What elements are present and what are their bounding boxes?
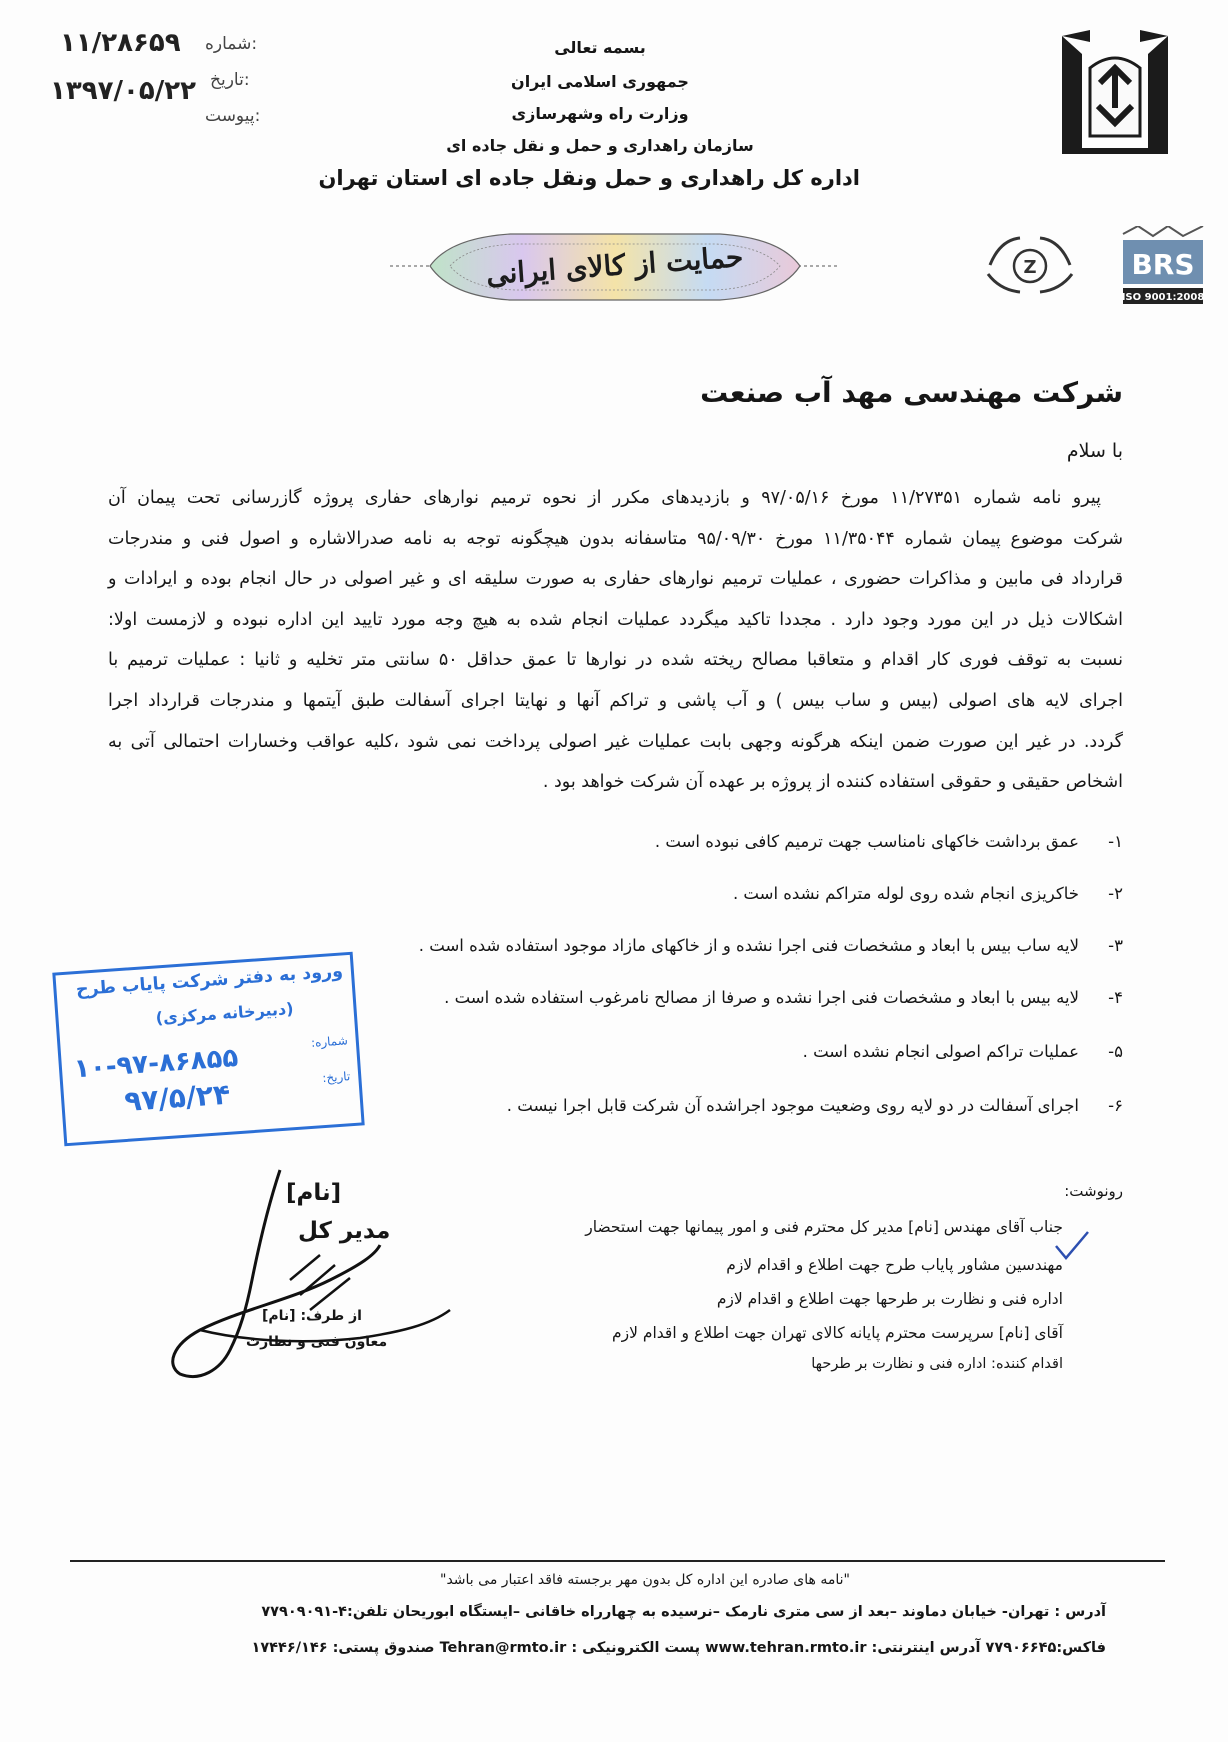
issue-item	[444, 988, 1123, 1007]
issue-text: عملیات تراکم اصولی انجام نشده است .	[802, 1042, 1079, 1061]
stamp-date: ۹۷/۵/۲۴	[123, 1077, 232, 1118]
issue-text: اجرای آسفالت در دو لایه روی وضعیت موجود اجراشده آن شرکت قابل اجرا نیست .	[506, 1096, 1079, 1115]
issue-item	[419, 936, 1123, 955]
cc-recipient: آقای [نام] سرپرست محترم پایانه کالای تهران جهت اطلاع و اقدام لازم	[612, 1324, 1063, 1342]
issue-item	[507, 1096, 1123, 1115]
stamp-title: ورود به دفتر شرکت پایاب طرح	[75, 961, 344, 1001]
footer-divider	[70, 1560, 1165, 1562]
stamp-date-label: تاریخ:	[321, 1069, 351, 1086]
on-behalf-line: از طرف: [نام]	[262, 1308, 362, 1324]
bismillah: بسمه تعالی	[554, 38, 646, 57]
issue-text: خاکریزی انجام شده روی لوله متراکم نشده است .	[732, 884, 1079, 903]
country-name: جمهوری اسلامی ایران	[511, 72, 689, 91]
paragraph-line: پیرو نامه شماره ۱۱/۲۷۳۵۱ مورخ ۹۷/۰۵/۱۶ و بازدیدهای مکرر از نحوه ترمیم نوارهای حفاری پروژه گازرسانی تحت پیمان آن	[108, 488, 1102, 508]
greeting: با سلام	[1066, 440, 1123, 462]
paragraph-line: نسبت به توقف فوری کار اقدام و متعاقبا مصالح ریخته شده در نوارها تا عمق حداقل ۵۰ سانتی متر تخلیه و ثانیا : عملیات ترمیم با	[108, 650, 1124, 671]
ministry-name: وزارت راه وشهرسازی	[511, 104, 689, 123]
quality-seal-logo	[980, 230, 1080, 300]
support-iranian-goods-banner	[390, 220, 840, 312]
letter-attachment-label: پیوست:	[205, 106, 261, 126]
issue-item	[655, 832, 1123, 851]
paragraph-line: قرارداد فی مابین و مذاکرات حضوری ، عملیات ترمیم نوارهای حفاری به صورت سلیقه ای و غیر اصولی در حال انجام بوده و ایرادات و	[108, 569, 1123, 590]
signatory-title: مدیر کل	[298, 1218, 391, 1244]
stamp-subtitle: (دبیرخانه مرکزی)	[155, 999, 295, 1028]
issue-number: ۱-	[1108, 832, 1123, 851]
cc-recipient: مهندسین مشاور پایاب طرح جهت اطلاع و اقدام لازم	[726, 1256, 1063, 1274]
issue-text: عمق برداشت خاکهای نامناسب جهت ترمیم کافی نبوده است .	[654, 832, 1079, 851]
cc-recipient: جناب آقای مهندس [نام] مدیر کل محترم فنی و امور پیمانها جهت استحضار	[585, 1218, 1063, 1236]
receipt-stamp	[52, 952, 364, 1147]
brs-logo	[1118, 226, 1208, 306]
deputy-title: معاون فنی و نظارت	[246, 1334, 388, 1350]
paragraph-line: اجرای لایه های اصولی (بیس و ساب بیس ) و آب پاشی و تراکم آنها و نهایتا اجرای آسفالت طبق آیتمها و مندرجات قرارداد اجرا	[108, 690, 1123, 711]
issue-text: لایه ساب بیس با ابعاد و مشخصات فنی اجرا نشده و از خاکهای مازاد موجود استفاده شده است .	[418, 936, 1079, 955]
letter-number-label: شماره:	[205, 34, 258, 54]
stamp-number: ۱۰-۹۷-۸۶۸۵۵	[73, 1042, 240, 1085]
organization-name: سازمان راهداری و حمل و نقل جاده ای	[446, 136, 754, 155]
issue-number: ۳-	[1108, 936, 1123, 955]
paragraph-line: شرکت موضوع پیمان شماره ۱۱/۳۵۰۴۴ مورخ ۹۵/۰۹/۳۰ متاسفانه بدون هیچگونه توجه به نامه صدرالاشاره و اصول فنی و مندرجات	[108, 528, 1123, 549]
recipient-company: شرکت مهندسی مهد آب صنعت	[700, 376, 1123, 409]
body-paragraph	[108, 478, 1123, 803]
iso-certification-label: ISO 9001:2008	[1121, 292, 1205, 303]
paragraph-line: گردد. در غیر این صورت ضمن اینکه هرگونه وجهی بابت عملیات غیر اصولی پرداخت نمی شود ،کلیه عواقب وخسارات احتمالی آتی به	[108, 731, 1123, 752]
letter-date-label: تاریخ:	[210, 70, 250, 90]
issue-item	[803, 1042, 1123, 1061]
brs-logo-text: BRS	[1131, 248, 1195, 281]
paragraph-line: اشکالات ذیل در این مورد وجود دارد . مجددا تاکید میگردد عملیات انجام شده به هیچ وجه مورد تایید این اداره نبوده و لازمست اولا:	[108, 609, 1123, 630]
handwritten-signature	[160, 1160, 460, 1390]
issue-number: ۵-	[1108, 1042, 1123, 1061]
issue-text: لایه بیس با ابعاد و مشخصات فنی اجرا نشده و صرفا از مصالح نامرغوب استفاده شده است .	[444, 988, 1079, 1007]
action-by: اقدام کننده: اداره فنی و نظارت بر طرحها	[811, 1356, 1063, 1372]
banner-text: حمایت از کالای ایرانی	[485, 240, 745, 291]
issue-item	[733, 884, 1123, 903]
letter-number: ۱۱/۲۸۶۵۹	[60, 28, 181, 58]
signatory-name: [نام]	[286, 1180, 342, 1206]
cc-label: رونوشت:	[1064, 1182, 1123, 1200]
issue-number: ۴-	[1108, 988, 1123, 1007]
footer-address: آدرس : تهران- خیابان دماوند –بعد از سی متری نارمک –نرسیده به چهارراه خاقانی –ایستگاه ابوریحان تلفن:۴-۷۷۹۰۹۰۹۱	[261, 1604, 1106, 1620]
svg-text:Z: Z	[1023, 257, 1037, 278]
footer-note: "نامه های صادره این اداره کل بدون مهر برجسته فاقد اعتبار می باشد"	[440, 1572, 850, 1588]
cc-recipient: اداره فنی و نظارت بر طرحها جهت اطلاع و اقدام لازم	[716, 1290, 1063, 1308]
letter-date: ۱۳۹۷/۰۵/۲۲	[50, 76, 196, 106]
rmto-logo	[1060, 28, 1170, 156]
paragraph-line: اشخاص حقیقی و حقوقی استفاده کننده از پروژه بر عهده آن شرکت خواهد بود .	[542, 772, 1123, 793]
footer-contact: فاکس:۷۷۹۰۶۶۴۵ آدرس اینترنتی: www.tehran.rmto.ir پست الکترونیکی : Tehran@rmto.ir صندوق پستی: ۱۷۴۴۶/۱۴۶	[251, 1640, 1106, 1656]
stamp-number-label: شماره:	[310, 1033, 349, 1050]
issue-number: ۶-	[1108, 1096, 1123, 1115]
issue-number: ۲-	[1108, 884, 1123, 903]
office-name: اداره کل راهداری و حمل ونقل جاده ای استان تهران	[318, 166, 860, 190]
